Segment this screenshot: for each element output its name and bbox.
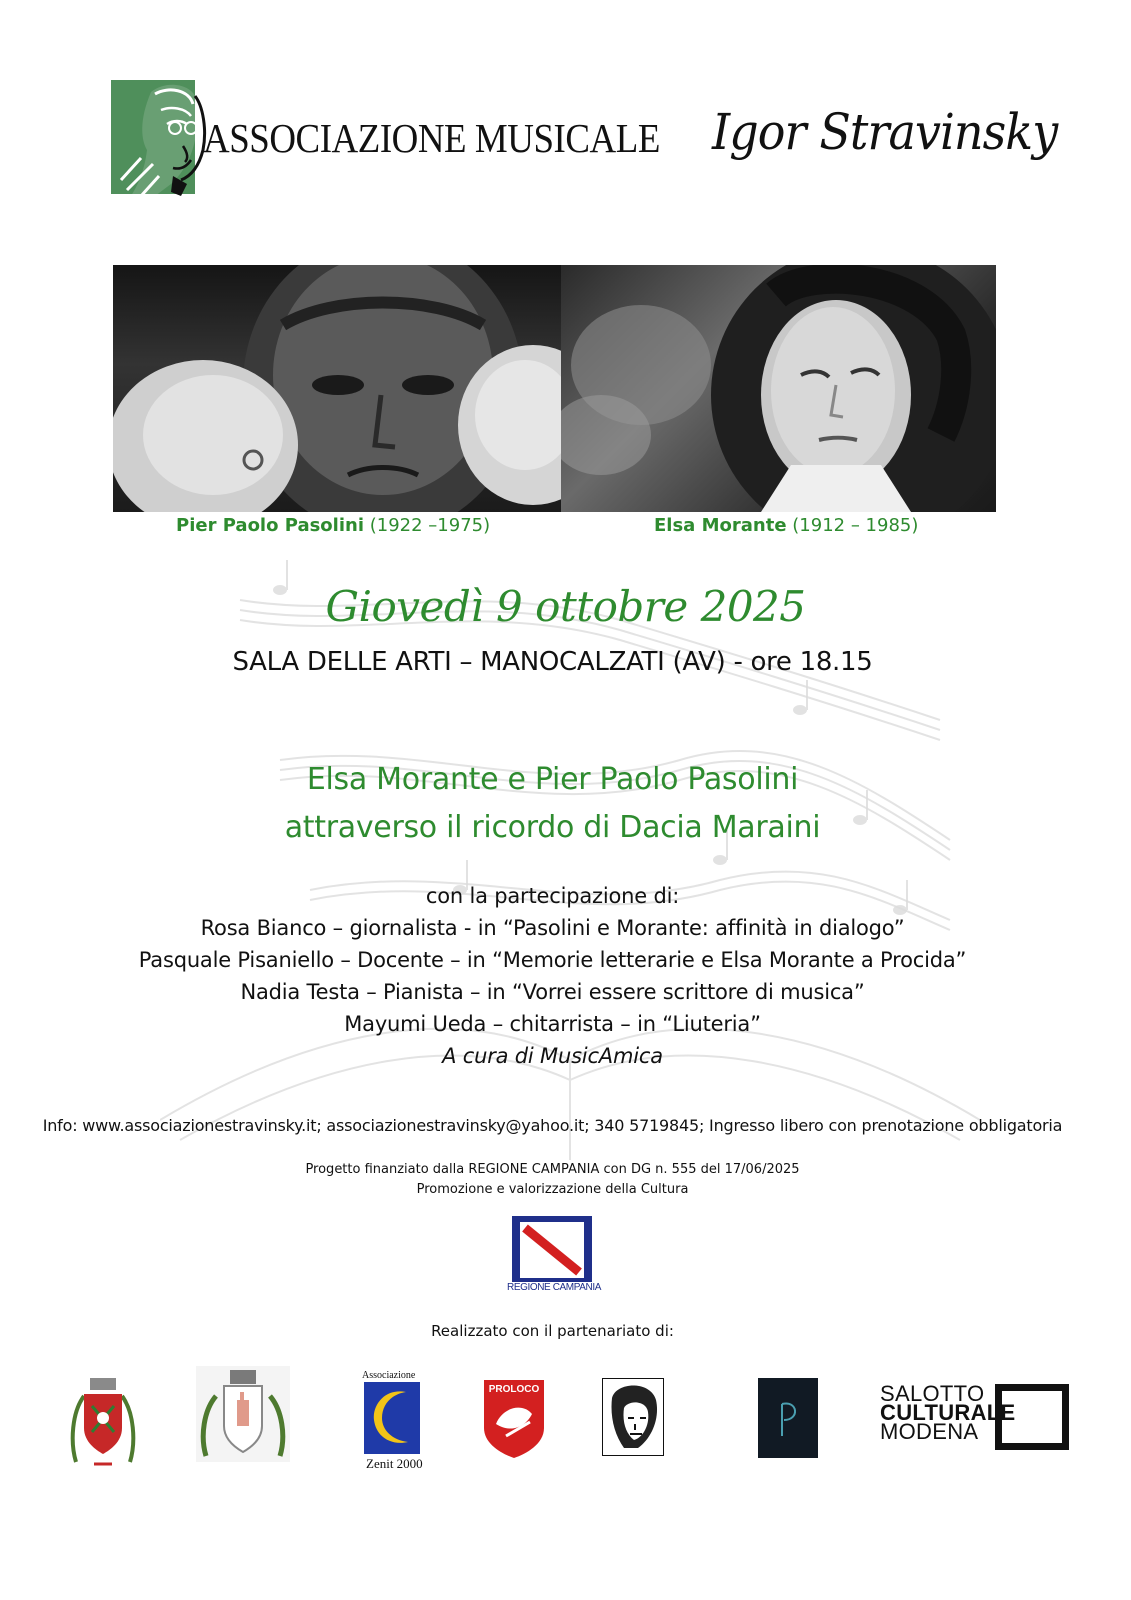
participant-item: Pasquale Pisaniello – Docente – in “Memorie letterarie e Elsa Morante a Procida” [138,948,967,972]
regione-campania-logo [507,1216,601,1300]
portrait-photos [113,265,996,512]
proloco-logo-icon [482,1378,546,1460]
participant-item: Mayumi Ueda – chitarrista – in “Liuteria” [344,1012,761,1036]
zenit-2000-logo-icon [364,1382,420,1454]
zenit-2000-label: Zenit 2000 [366,1456,423,1471]
salotto-square-icon [995,1384,1069,1450]
org-name: ASSOCIAZIONE MUSICALE [203,115,660,161]
zenit-association-label: Associazione [362,1370,416,1381]
event-venue: SALA DELLE ARTI – MANOCALZATI (AV) - ore 18.15 [232,647,873,677]
caption-pasolini-name: Pier Paolo Pasolini [176,515,364,536]
curator-line: A cura di MusicAmica [442,1044,663,1068]
info-line: Info: www.associazionestravinsky.it; associazionestravinsky@yahoo.it; 340 5719845; Ingresso libero con prenotazione obbligatoria [42,1116,1063,1135]
participants-intro: con la partecipazione di: [425,884,680,908]
partner-logos [0,1362,1131,1472]
stravinsky-portrait-logo [111,80,195,194]
salotto-line1: SALOTTO [880,1381,985,1406]
regione-label: REGIONE CAMPANIA [507,1282,601,1293]
org-script-name: Igor Stravinsky [712,103,1058,161]
manocalzati-crest-icon [70,1372,136,1468]
caption-pasolini [176,515,490,536]
partners-label: Realizzato con il partenariato di: [431,1322,674,1340]
caption-morante [654,515,918,536]
participant-item: Rosa Bianco – giornalista - in “Pasolini e Morante: affinità in dialogo” [200,916,905,940]
participant-item: Nadia Testa – Pianista – in “Vorrei essere scrittore di musica” [240,980,865,1004]
salotto-line3: MODENA [880,1419,979,1444]
funding-line1: Progetto finanziato dalla REGIONE CAMPANIA con DG n. 555 del 17/06/2025 [305,1162,800,1177]
caption-morante-name: Elsa Morante [654,515,787,536]
salotto-line2: CULTURALE [880,1400,1016,1425]
municipal-hand-crest-icon [196,1366,290,1462]
funding-line2: Promozione e valorizzazione della Cultura [416,1182,689,1197]
photo-morante [561,265,996,512]
event-date: Giovedì 9 ottobre 2025 [325,582,806,631]
caption-pasolini-dates: (1922 –1975) [369,515,491,536]
photo-pasolini [113,265,561,512]
caption-morante-dates: (1912 – 1985) [792,515,919,536]
event-title-line1: Elsa Morante e Pier Paolo Pasolini [306,762,799,797]
header-logo [108,78,1058,196]
event-title-line2: attraverso il ricordo di Dacia Maraini [284,810,821,845]
beethoven-portrait-icon [602,1378,664,1456]
proloco-label: PROLOCO [488,1384,540,1395]
p-monogram-logo-icon [758,1378,818,1458]
